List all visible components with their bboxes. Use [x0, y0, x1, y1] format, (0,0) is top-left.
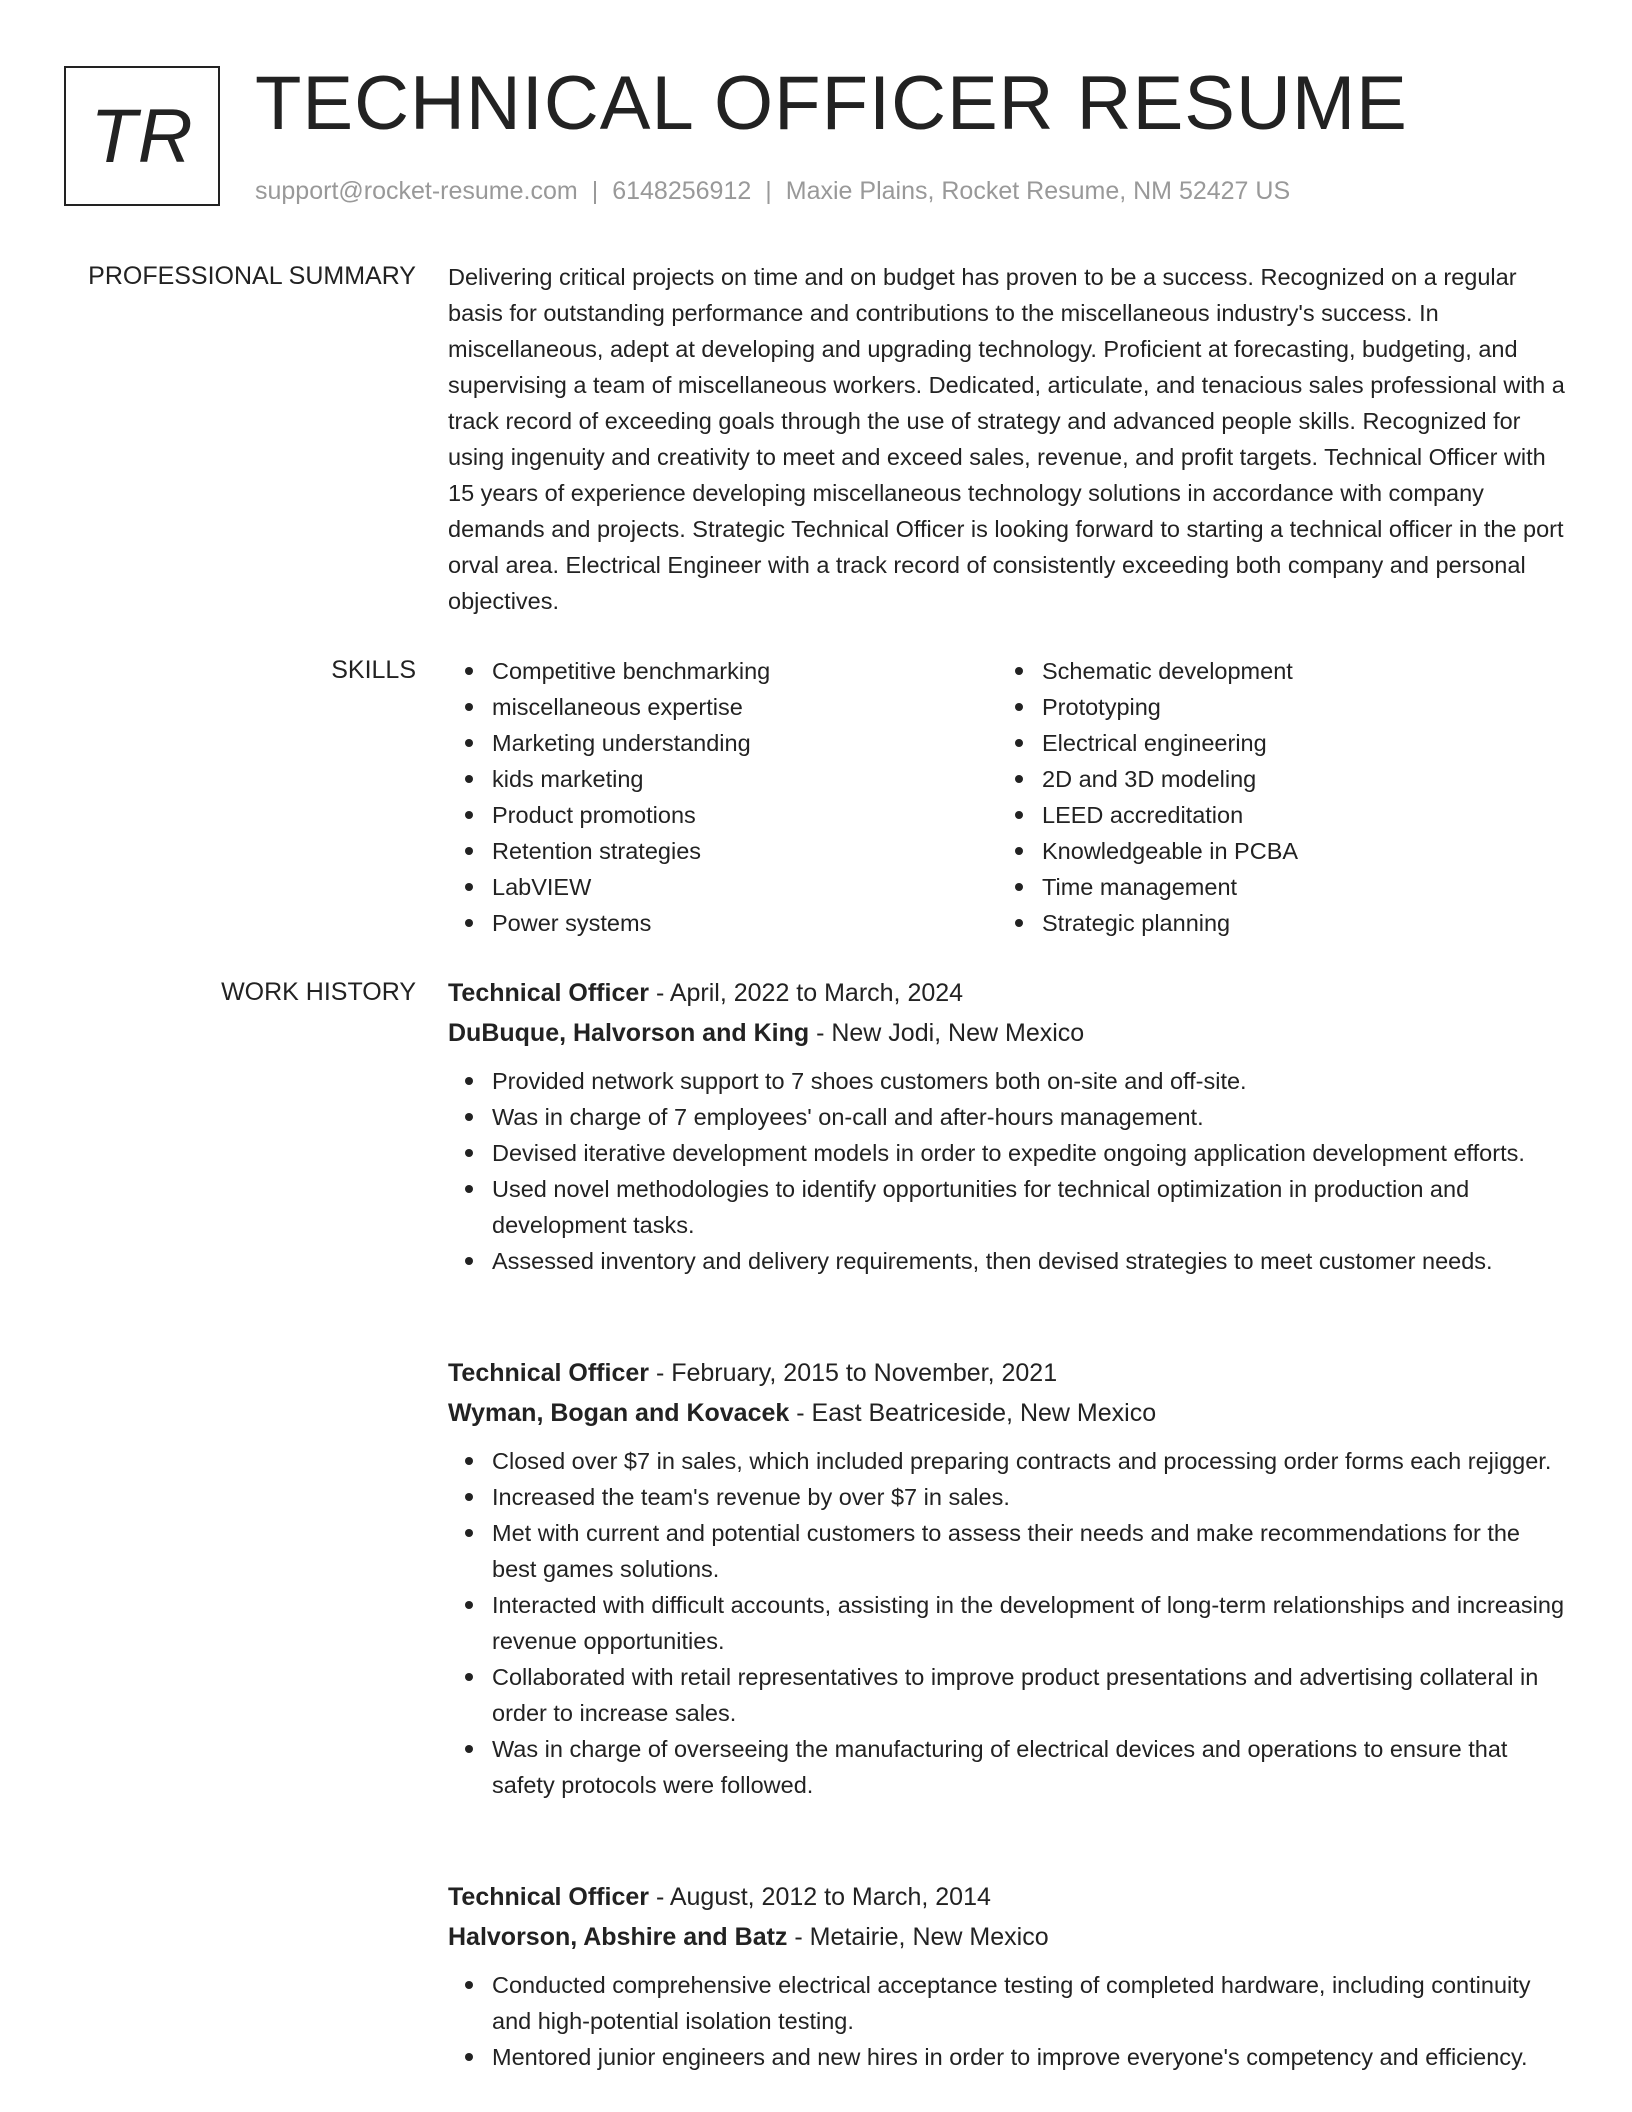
summary-section — [448, 259, 1568, 619]
job-title: Technical Officer — [448, 979, 649, 1007]
job-bullet: Collaborated with retail representatives to improve product presentations and advertising collateral in order to increase sales. — [448, 1659, 1568, 1731]
resume-title: TECHNICAL OFFICER RESUME — [255, 61, 1408, 146]
job-company-line — [448, 1393, 1568, 1433]
skill-item: Product promotions — [448, 797, 998, 833]
skill-item: Electrical engineering — [998, 725, 1548, 761]
skill-item: Marketing understanding — [448, 725, 998, 761]
skills-section — [448, 653, 1568, 941]
work-history-heading: WORK HISTORY — [221, 978, 416, 1006]
job-company: Wyman, Bogan and Kovacek — [448, 1399, 790, 1427]
skill-item: Time management — [998, 869, 1548, 905]
monogram-initials: TR — [90, 93, 194, 179]
summary-text: Delivering critical projects on time and on budget has proven to be a success. Recognized on a regular basis for outstanding performance and contributions to the miscellaneous industry's success. In miscellaneous, adept at developing and upgrading technology. Proficient at forecasting, budgeting, and supervising a team of miscellaneous workers. Dedicated, articulate, and tenacious sales professional with a track record of exceeding goals through the use of strategy and advanced people skills. Recognized for using ingenuity and creativity to meet and exceed sales, revenue, and profit targets. Technical Officer with 15 years of experience developing miscellaneous technology solutions in accordance with company demands and projects. Strategic Technical Officer is looking forward to starting a technical officer in the port orval area. Electrical Engineer with a track record of consistently exceeding both company and personal objectives. — [448, 264, 1565, 614]
job-bullet: Provided network support to 7 shoes customers both on-site and off-site. — [448, 1063, 1568, 1099]
job-title: Technical Officer — [448, 1883, 649, 1911]
job-company: Halvorson, Abshire and Batz — [448, 1923, 788, 1951]
contact-phone: 6148256912 — [612, 177, 752, 205]
job-title-line — [448, 973, 1568, 1013]
job-location: - East Beatriceside, New Mexico — [789, 1399, 1157, 1427]
job-dates: - February, 2015 to November, 2021 — [649, 1359, 1058, 1387]
job-bullet: Assessed inventory and delivery requirements, then devised strategies to meet customer needs. — [448, 1243, 1568, 1279]
contact-separator: | — [765, 177, 772, 205]
job-title-line — [448, 1877, 1568, 1917]
job-company-line — [448, 1917, 1568, 1957]
skill-item: Knowledgeable in PCBA — [998, 833, 1548, 869]
job-bullet: Closed over $7 in sales, which included preparing contracts and processing order forms each rejigger. — [448, 1443, 1568, 1479]
summary-heading: PROFESSIONAL SUMMARY — [88, 262, 416, 290]
skill-item: Strategic planning — [998, 905, 1548, 941]
skill-item: Power systems — [448, 905, 998, 941]
job-location: - New Jodi, New Mexico — [809, 1019, 1085, 1047]
skills-heading: SKILLS — [331, 656, 416, 684]
skill-item: Competitive benchmarking — [448, 653, 998, 689]
job-title-line — [448, 1353, 1568, 1393]
job-entry — [448, 973, 1568, 1279]
job-dates: - April, 2022 to March, 2024 — [649, 979, 964, 1007]
job-bullet: Was in charge of 7 employees' on-call and after-hours management. — [448, 1099, 1568, 1135]
skill-item: 2D and 3D modeling — [998, 761, 1548, 797]
job-bullet: Increased the team's revenue by over $7 in sales. — [448, 1479, 1568, 1515]
skills-list-left — [448, 653, 998, 941]
job-company-line — [448, 1013, 1568, 1053]
job-bullet: Devised iterative development models in order to expedite ongoing application development efforts. — [448, 1135, 1568, 1171]
skill-item: LEED accreditation — [998, 797, 1548, 833]
job-entry — [448, 1877, 1568, 2075]
skill-item: Schematic development — [998, 653, 1548, 689]
skills-list-right — [998, 653, 1548, 941]
job-bullet-list — [448, 1443, 1568, 1803]
monogram-box — [64, 66, 220, 206]
skill-item: Retention strategies — [448, 833, 998, 869]
job-title: Technical Officer — [448, 1359, 649, 1387]
job-bullet: Interacted with difficult accounts, assisting in the development of long-term relationships and increasing revenue opportunities. — [448, 1587, 1568, 1659]
skill-item: kids marketing — [448, 761, 998, 797]
skill-item: Prototyping — [998, 689, 1548, 725]
job-bullet: Met with current and potential customers to assess their needs and make recommendations for the best games solutions. — [448, 1515, 1568, 1587]
skill-item: miscellaneous expertise — [448, 689, 998, 725]
skill-item: LabVIEW — [448, 869, 998, 905]
job-dates: - August, 2012 to March, 2014 — [649, 1883, 991, 1911]
job-entry — [448, 1353, 1568, 1803]
contact-line — [255, 174, 1290, 208]
contact-separator: | — [591, 177, 599, 205]
contact-email: support@rocket-resume.com — [255, 177, 578, 205]
job-company: DuBuque, Halvorson and King — [448, 1019, 810, 1047]
job-bullet-list — [448, 1967, 1568, 2075]
job-bullet: Mentored junior engineers and new hires in order to improve everyone's competency and efficiency. — [448, 2039, 1568, 2075]
job-bullet: Used novel methodologies to identify opportunities for technical optimization in production and development tasks. — [448, 1171, 1568, 1243]
job-bullet-list — [448, 1063, 1568, 1279]
contact-address: Maxie Plains, Rocket Resume, NM 52427 US — [785, 177, 1291, 205]
job-bullet: Conducted comprehensive electrical acceptance testing of completed hardware, including continuity and high-potential isolation testing. — [448, 1967, 1568, 2039]
job-bullet: Was in charge of overseeing the manufacturing of electrical devices and operations to ensure that safety protocols were followed. — [448, 1731, 1568, 1803]
job-location: - Metairie, New Mexico — [787, 1923, 1049, 1951]
